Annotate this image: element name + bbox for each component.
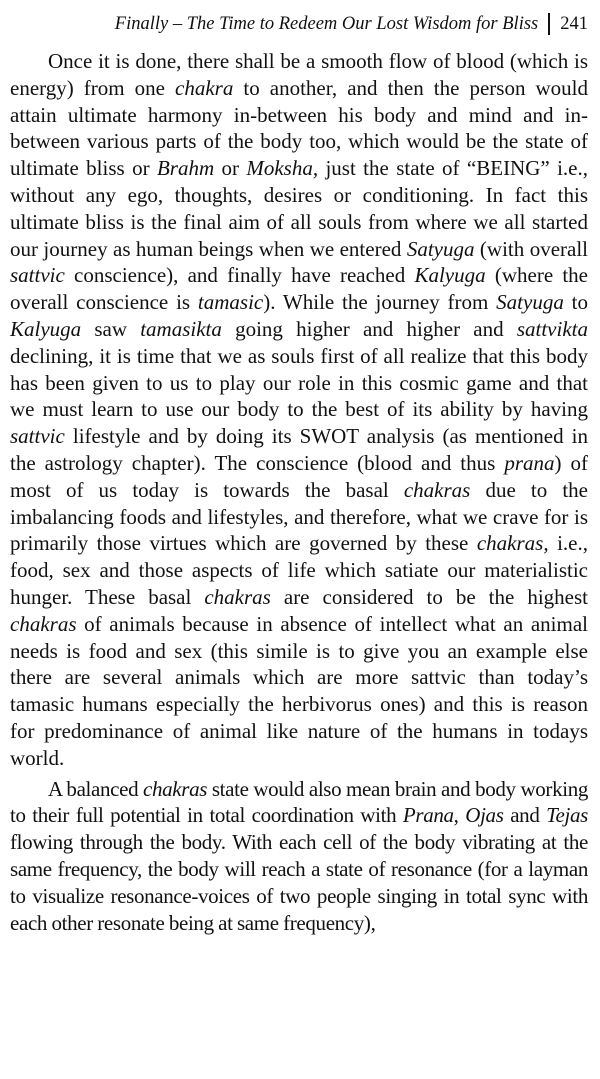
italic-term: tamasikta bbox=[140, 316, 222, 341]
italic-term: sattvikta bbox=[516, 316, 588, 341]
italic-term: chakras bbox=[143, 776, 208, 801]
italic-term: chakras, bbox=[476, 531, 549, 556]
italic-term: Brahm bbox=[156, 156, 215, 181]
text-run: flowing through the body. With each cell of the body vibrating at the same frequency, the body will reach a state of resonance (for a layman to visualize resonance-voices of two people singing in total sync with each other resonate being at same frequency), bbox=[10, 830, 588, 935]
text-run: ). While the journey from bbox=[263, 290, 497, 315]
text-run: are considered to be the highest bbox=[270, 584, 588, 609]
text-run: due to the imbalancing foods and lifestyles, and therefore, what we crave for is primarily those virtues which are governed by these bbox=[10, 477, 589, 556]
italic-term: sattvic bbox=[10, 263, 65, 288]
italic-term: Tejas bbox=[546, 803, 588, 828]
italic-term: prana bbox=[504, 450, 555, 475]
body-text bbox=[10, 48, 588, 936]
italic-term: Moksha, bbox=[246, 156, 319, 181]
italic-term: chakras bbox=[204, 584, 271, 609]
paragraph-2 bbox=[10, 776, 588, 937]
italic-term: Satyuga bbox=[406, 236, 475, 261]
paragraph-1 bbox=[10, 48, 588, 772]
text-run: state would also mean brain and body working to their full potential in total coordination with bbox=[10, 776, 588, 828]
italic-term: chakras bbox=[403, 477, 471, 502]
italic-term: chakras bbox=[10, 611, 77, 636]
running-header bbox=[10, 10, 588, 38]
text-run: , bbox=[453, 803, 466, 828]
italic-term: Prana bbox=[402, 803, 454, 828]
text-run: ) of most of us today is towards the basal bbox=[10, 450, 588, 502]
text-run: to bbox=[563, 290, 588, 315]
italic-term: Ojas bbox=[465, 803, 504, 828]
text-run: (where the overall conscience is bbox=[10, 263, 588, 315]
text-run: A balanced bbox=[48, 776, 144, 801]
text-run: just the state of “BEING” i.e., without any ego, thoughts, desires or conditioning. In fact this ultimate bliss is the final aim of all souls from where we all started our journey as human beings when we entered bbox=[10, 156, 588, 261]
italic-term: Satyuga bbox=[496, 290, 564, 315]
italic-term: tamasic bbox=[197, 290, 264, 315]
italic-term: sattvic bbox=[10, 424, 65, 449]
text-run: conscience), and finally have reached bbox=[64, 263, 415, 288]
text-run: (with overall bbox=[474, 236, 588, 261]
page-number: 241 bbox=[560, 14, 588, 34]
text-run: declining, it is time that we as souls first of all realize that this body has been given to us to play our role in this cosmic game and that we must learn to use our body to the best of its ability by having bbox=[10, 343, 588, 422]
italic-term: chakra bbox=[175, 75, 234, 100]
text-run: or bbox=[214, 156, 247, 181]
header-divider bbox=[548, 13, 550, 35]
chapter-title: Finally – The Time to Redeem Our Lost Wisdom for Bliss bbox=[114, 14, 539, 34]
text-run: going higher and higher and bbox=[221, 316, 517, 341]
text-run: to another, and then the person would attain ultimate harmony in-between his body and mind and in-between various parts of the body too, which would be the state of ultimate bliss or bbox=[10, 75, 588, 181]
text-run: and bbox=[503, 803, 547, 828]
italic-term: Kalyuga bbox=[414, 263, 486, 288]
text-run: i.e., food, sex and those aspects of life which satiate our materialistic hunger. These basal bbox=[10, 531, 588, 609]
text-run: lifestyle and by doing its SWOT analysis (as mentioned in the astrology chapter). The conscience (blood and thus bbox=[10, 424, 588, 475]
text-run: of animals because in absence of intellect what an animal needs is food and sex (this simile is to give you an example else there are several animals which are more sattvic than today’s tamasic humans especially the herbivorus ones) and this is reason for predominance of animal like nature of the humans in todays world. bbox=[10, 611, 588, 770]
italic-term: Kalyuga bbox=[10, 316, 82, 341]
text-run: saw bbox=[81, 316, 141, 341]
text-run: Once it is done, there shall be a smooth flow of blood (which is energy) from one bbox=[10, 49, 588, 100]
